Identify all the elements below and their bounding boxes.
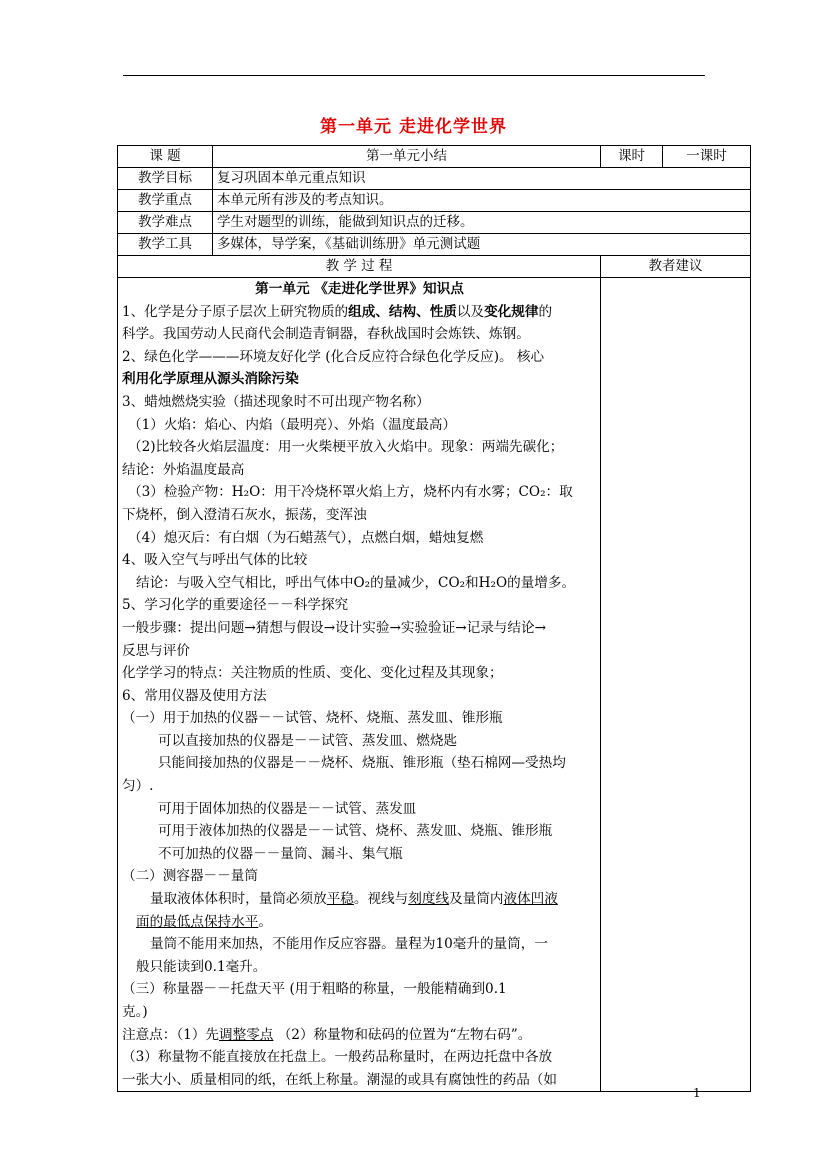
content-line: 面的最低点保持水平。 xyxy=(136,913,272,930)
content-line: （4）熄灭后：有白烟（为石蜡蒸气），点燃白烟，蜡烛复燃 xyxy=(128,529,484,546)
content-line: 可用于液体加热的仪器是－－试管、烧杯、蒸发皿、烧瓶、锥形瓶 xyxy=(158,823,553,840)
content-line: 下烧杯，倒入澄清石灰水，振荡，变浑浊 xyxy=(122,506,367,523)
content-line: 注意点：（1）先调整零点 （2）称量物和砝码的位置为“左物右码”。 xyxy=(122,1026,532,1043)
process-header: 教 学 过 程 xyxy=(118,256,601,278)
content-line: 可用于固体加热的仪器是－－试管、蒸发皿 xyxy=(158,800,417,817)
content-line: 2、绿色化学———环境友好化学 (化合反应符合绿色化学反应)。 核心 xyxy=(122,348,545,365)
topic-value: 第一单元小结 xyxy=(213,146,601,168)
content-line: （三）称量器－－托盘天平 (用于粗略的称量，一般能精确到0.1 xyxy=(122,981,507,998)
page-number: 1 xyxy=(693,1086,701,1100)
content-line: 量筒不能用来加热，不能用作反应容器。量程为10毫升的量筒，一 xyxy=(150,936,548,953)
content-line: 4、吸入空气与呼出气体的比较 xyxy=(122,552,308,569)
content-line: 一般步骤：提出问题→猜想与假设→设计实验→实验验证→记录与结论→ xyxy=(122,619,546,636)
content-line: 不可加热的仪器－－量筒、漏斗、集气瓶 xyxy=(158,845,403,862)
content-line: （2)比较各火焰层温度：用一火柴梗平放入火焰中。现象：两端先碳化； xyxy=(128,439,564,456)
process-content xyxy=(118,278,601,1092)
row-value: 本单元所有涉及的考点知识。 xyxy=(213,190,751,212)
hours-label: 课时 xyxy=(601,146,663,168)
row-label: 教学目标 xyxy=(118,168,213,190)
row-value: 多媒体，导学案，《基础训练册》单元测试题 xyxy=(213,234,751,256)
content-line: （二）测容器－－量筒 xyxy=(122,868,258,885)
content-line: 化学学习的特点：关注物质的性质、变化、变化过程及其现象； xyxy=(122,665,503,682)
content-line: 科学。我国劳动人民商代会制造青铜器，春秋战国时会炼铁、炼钢。 xyxy=(122,326,530,343)
content-line: 一张大小、质量相同的纸，在纸上称量。潮湿的或具有腐蚀性的药品（如 xyxy=(122,1071,557,1088)
content-heading: 第一单元 《走进化学世界》知识点 xyxy=(255,281,464,297)
row-label: 教学难点 xyxy=(118,212,213,234)
table-row xyxy=(118,190,751,212)
row-label: 教学重点 xyxy=(118,190,213,212)
table-row xyxy=(118,146,751,168)
content-line: 1、化学是分子原子层次上研究物质的组成、结构、性质以及变化规律的 xyxy=(122,303,553,320)
table-row xyxy=(118,212,751,234)
content-line: 3、蜡烛燃烧实验（描述现象时不可出现产物名称） xyxy=(122,393,430,410)
content-line: （1）火焰：焰心、内焰（最明亮）、外焰（温度最高） xyxy=(128,416,457,433)
row-label: 教学工具 xyxy=(118,234,213,256)
content-line: 匀）. xyxy=(122,778,154,795)
advice-header: 教者建议 xyxy=(601,256,751,278)
content-line: 结论：外焰温度最高 xyxy=(122,461,245,478)
row-value: 学生对题型的训练，能做到知识点的迁移。 xyxy=(213,212,751,234)
content-line: 6、常用仪器及使用方法 xyxy=(122,687,267,704)
content-line: 结论：与吸入空气相比，呼出气体中O₂的量减少，CO₂和H₂O的量增多。 xyxy=(136,574,576,591)
content-line: 可以直接加热的仪器是－－试管、蒸发皿、燃烧匙 xyxy=(158,732,458,749)
content-line: 5、学习化学的重要途径－－科学探究 xyxy=(122,597,349,614)
table-row xyxy=(118,278,751,1092)
content-line: 量取液体体积时，量筒必须放平稳。视线与刻度线及量筒内液体凹液 xyxy=(150,891,558,908)
content-line: 反思与评价 xyxy=(122,642,190,659)
header-rule xyxy=(123,75,705,76)
row-value: 复习巩固本单元重点知识 xyxy=(213,168,751,190)
content-line: （3）检验产物：H₂O：用干冷烧杯罩火焰上方，烧杯内有水雾；CO₂：取 xyxy=(128,484,573,501)
content-line: 利用化学原理从源头消除污染 xyxy=(122,371,299,388)
content-line: （3）称量物不能直接放在托盘上。一般药品称量时，在两边托盘中各放 xyxy=(122,1049,553,1066)
table-row xyxy=(118,234,751,256)
content-line: 克。) xyxy=(122,1004,148,1020)
page-title: 第一单元 走进化学世界 xyxy=(320,117,507,137)
row-label: 课 题 xyxy=(118,146,213,168)
hours-value: 一课时 xyxy=(663,146,751,168)
lesson-plan-table xyxy=(117,145,751,1092)
content-line: （一）用于加热的仪器－－试管、烧杯、烧瓶、蒸发皿、锥形瓶 xyxy=(122,710,503,727)
content-line: 般只能读到0.1毫升。 xyxy=(136,958,267,975)
content-line: 只能间接加热的仪器是－－烧杯、烧瓶、锥形瓶（垫石棉网—受热均 xyxy=(158,755,566,772)
table-row xyxy=(118,168,751,190)
teacher-advice-cell xyxy=(601,278,751,1092)
table-row xyxy=(118,256,751,278)
